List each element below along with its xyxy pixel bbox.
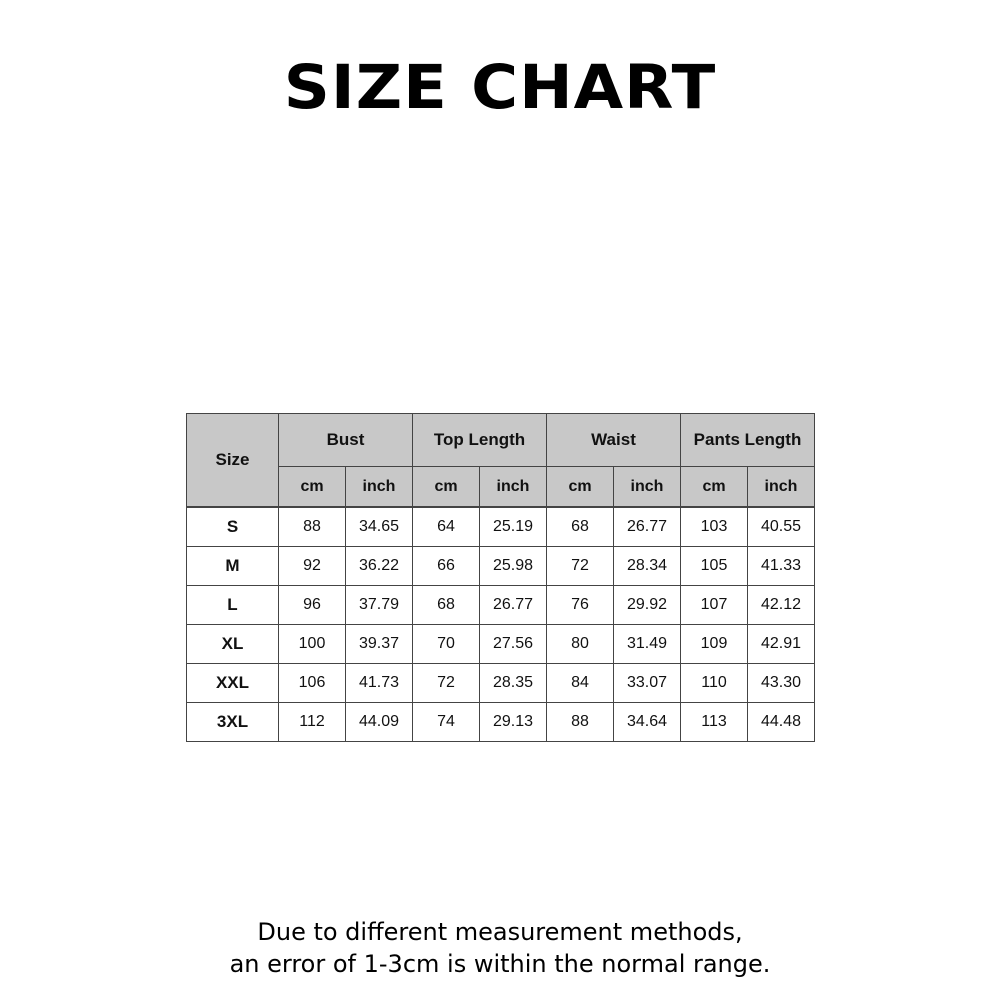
measurement-cell: 92 (279, 547, 346, 586)
unit-header: cm (681, 467, 748, 508)
measurement-cell: 105 (681, 547, 748, 586)
measurement-cell: 80 (547, 625, 614, 664)
size-label-cell: 3XL (187, 703, 279, 742)
size-chart-table (186, 413, 815, 742)
table-row (187, 703, 815, 742)
measurement-footnote (0, 916, 1000, 980)
measurement-cell: 66 (413, 547, 480, 586)
measurement-cell: 88 (279, 507, 346, 547)
measurement-cell: 39.37 (346, 625, 413, 664)
measurement-cell: 34.64 (614, 703, 681, 742)
measurement-cell: 28.35 (480, 664, 547, 703)
size-label-cell: M (187, 547, 279, 586)
measurement-cell: 74 (413, 703, 480, 742)
measurement-cell: 42.12 (748, 586, 815, 625)
measurement-cell: 76 (547, 586, 614, 625)
measurement-cell: 27.56 (480, 625, 547, 664)
measurement-cell: 68 (547, 507, 614, 547)
measurement-cell: 103 (681, 507, 748, 547)
measurement-cell: 112 (279, 703, 346, 742)
unit-header: inch (614, 467, 681, 508)
unit-header: inch (346, 467, 413, 508)
unit-header: cm (279, 467, 346, 508)
measurement-cell: 44.48 (748, 703, 815, 742)
measurement-cell: 110 (681, 664, 748, 703)
measurement-cell: 72 (413, 664, 480, 703)
size-label-cell: L (187, 586, 279, 625)
group-header-pants-length: Pants Length (681, 414, 815, 467)
measurement-cell: 84 (547, 664, 614, 703)
measurement-cell: 25.19 (480, 507, 547, 547)
unit-header: cm (413, 467, 480, 508)
measurement-cell: 29.13 (480, 703, 547, 742)
size-label-cell: S (187, 507, 279, 547)
size-label-cell: XL (187, 625, 279, 664)
measurement-cell: 68 (413, 586, 480, 625)
page-title: SIZE CHART (283, 52, 717, 124)
measurement-cell: 42.91 (748, 625, 815, 664)
measurement-cell: 88 (547, 703, 614, 742)
table-row (187, 664, 815, 703)
measurement-cell: 26.77 (614, 507, 681, 547)
measurement-cell: 113 (681, 703, 748, 742)
measurement-cell: 64 (413, 507, 480, 547)
footnote-line: Due to different measurement methods, (257, 918, 743, 946)
size-column-header: Size (187, 414, 279, 508)
measurement-cell: 96 (279, 586, 346, 625)
measurement-cell: 26.77 (480, 586, 547, 625)
measurement-cell: 36.22 (346, 547, 413, 586)
measurement-cell: 106 (279, 664, 346, 703)
group-header-top-length: Top Length (413, 414, 547, 467)
group-header-bust: Bust (279, 414, 413, 467)
measurement-cell: 28.34 (614, 547, 681, 586)
measurement-cell: 41.33 (748, 547, 815, 586)
measurement-cell: 72 (547, 547, 614, 586)
group-header-waist: Waist (547, 414, 681, 467)
measurement-cell: 43.30 (748, 664, 815, 703)
table-body (187, 507, 815, 742)
measurement-cell: 100 (279, 625, 346, 664)
measurement-cell: 107 (681, 586, 748, 625)
unit-header: cm (547, 467, 614, 508)
measurement-cell: 41.73 (346, 664, 413, 703)
measurement-cell: 33.07 (614, 664, 681, 703)
measurement-cell: 31.49 (614, 625, 681, 664)
measurement-cell: 29.92 (614, 586, 681, 625)
measurement-cell: 109 (681, 625, 748, 664)
measurement-cell: 44.09 (346, 703, 413, 742)
size-label-cell: XXL (187, 664, 279, 703)
unit-header: inch (748, 467, 815, 508)
table-row (187, 586, 815, 625)
table-row (187, 625, 815, 664)
table-row (187, 507, 815, 547)
measurement-cell: 34.65 (346, 507, 413, 547)
measurement-cell: 25.98 (480, 547, 547, 586)
footnote-line: an error of 1-3cm is within the normal range. (229, 950, 771, 978)
measurement-cell: 70 (413, 625, 480, 664)
table-row (187, 547, 815, 586)
measurement-cell: 37.79 (346, 586, 413, 625)
unit-header: inch (480, 467, 547, 508)
measurement-cell: 40.55 (748, 507, 815, 547)
